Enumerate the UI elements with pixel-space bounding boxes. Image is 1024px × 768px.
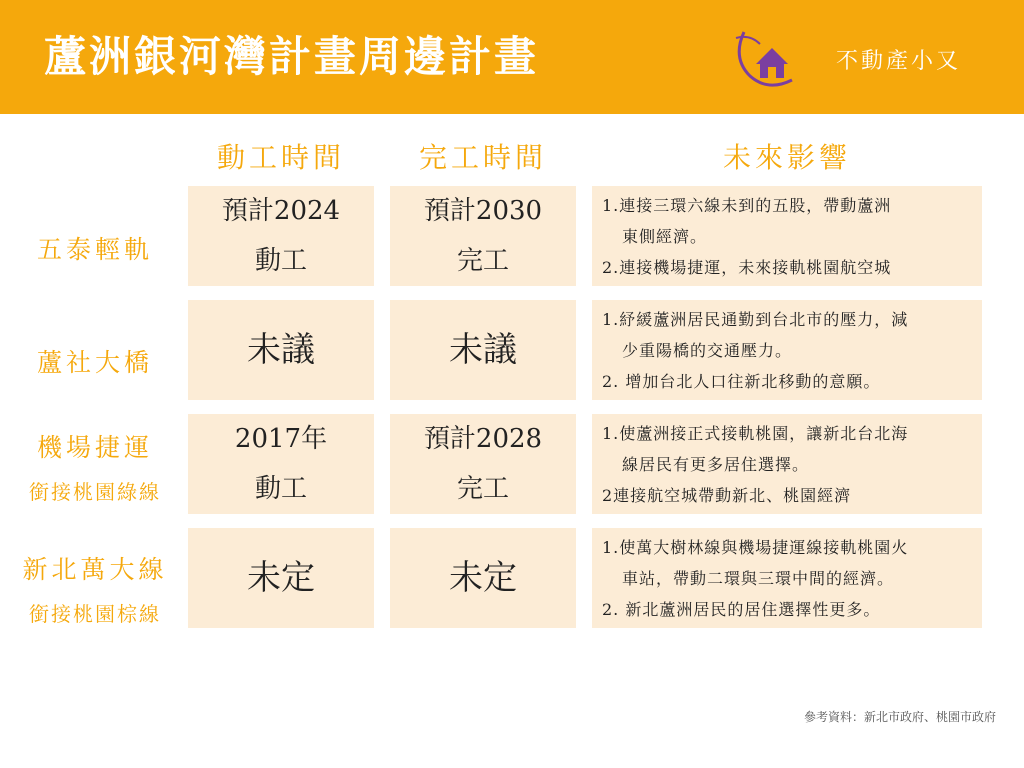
end-time-line: 未議 bbox=[449, 330, 517, 370]
start-time-cell bbox=[188, 528, 374, 628]
end-time-line: 預計2028 bbox=[423, 424, 543, 454]
brand-name: 不動產小又 bbox=[836, 49, 962, 74]
start-time-cell bbox=[188, 414, 374, 514]
start-time-line: 動工 bbox=[254, 246, 307, 276]
column-header-end: 完工時間 bbox=[418, 141, 547, 174]
end-time-cell bbox=[390, 414, 576, 514]
end-time-line: 完工 bbox=[456, 474, 509, 504]
start-time-line: 預計2024 bbox=[221, 196, 341, 226]
row-label bbox=[0, 230, 190, 266]
end-time-line: 預計2030 bbox=[423, 196, 543, 226]
impact-line: 東側經濟。 bbox=[622, 227, 708, 246]
end-time-cell bbox=[390, 528, 576, 628]
row-name: 五泰輕軌 bbox=[36, 235, 153, 264]
row-name: 新北萬大線 bbox=[22, 555, 168, 584]
impact-line: 線居民有更多居住選擇。 bbox=[622, 455, 810, 474]
row-name: 機場捷運 bbox=[36, 433, 153, 462]
start-time-line: 動工 bbox=[254, 474, 307, 504]
impact-line: 1.使萬大樹林線與機場捷運線接軌桃園火 bbox=[602, 538, 909, 557]
impact-line: 1.連接三環六線未到的五股，帶動蘆洲 bbox=[602, 196, 892, 215]
end-time-cell bbox=[390, 186, 576, 286]
impact-cell bbox=[592, 414, 982, 514]
impact-line: 少重陽橋的交通壓力。 bbox=[622, 341, 793, 360]
impact-line: 2. 新北蘆洲居民的居住選擇性更多。 bbox=[602, 600, 881, 619]
start-time-cell bbox=[188, 300, 374, 400]
start-time-line: 未定 bbox=[247, 558, 315, 598]
impact-cell bbox=[592, 528, 982, 628]
house-logo-icon bbox=[726, 24, 818, 94]
impact-line: 2連接航空城帶動新北、桃園經濟 bbox=[602, 486, 852, 505]
source-note: 參考資料：新北市政府、桃園市政府 bbox=[803, 710, 996, 724]
page-title: 蘆洲銀河灣計畫周邊計畫 bbox=[44, 32, 540, 81]
column-header-start: 動工時間 bbox=[216, 141, 345, 174]
start-time-line: 2017年 bbox=[234, 424, 328, 454]
row-label bbox=[0, 343, 190, 379]
impact-line: 1.使蘆洲接正式接軌桃園，讓新北台北海 bbox=[602, 424, 909, 443]
column-header-impact: 未來影響 bbox=[722, 141, 851, 174]
end-time-line: 未定 bbox=[449, 558, 517, 598]
row-subtitle: 銜接桃園綠線 bbox=[29, 480, 161, 504]
start-time-line: 未議 bbox=[247, 330, 315, 370]
impact-line: 1.紓緩蘆洲居民通勤到台北市的壓力，減 bbox=[602, 310, 909, 329]
impact-line: 車站，帶動二環與三環中間的經濟。 bbox=[622, 569, 895, 588]
start-time-cell bbox=[188, 186, 374, 286]
row-label bbox=[0, 428, 190, 505]
row-label bbox=[0, 550, 190, 627]
end-time-line: 完工 bbox=[456, 246, 509, 276]
impact-cell bbox=[592, 186, 982, 286]
impact-line: 2. 增加台北人口往新北移動的意願。 bbox=[602, 372, 881, 391]
header-bar bbox=[0, 0, 1024, 114]
row-subtitle: 銜接桃園棕線 bbox=[29, 602, 161, 626]
end-time-cell bbox=[390, 300, 576, 400]
impact-cell bbox=[592, 300, 982, 400]
impact-line: 2.連接機場捷運，未來接軌桃園航空城 bbox=[602, 258, 892, 277]
row-name: 蘆社大橋 bbox=[36, 348, 153, 377]
